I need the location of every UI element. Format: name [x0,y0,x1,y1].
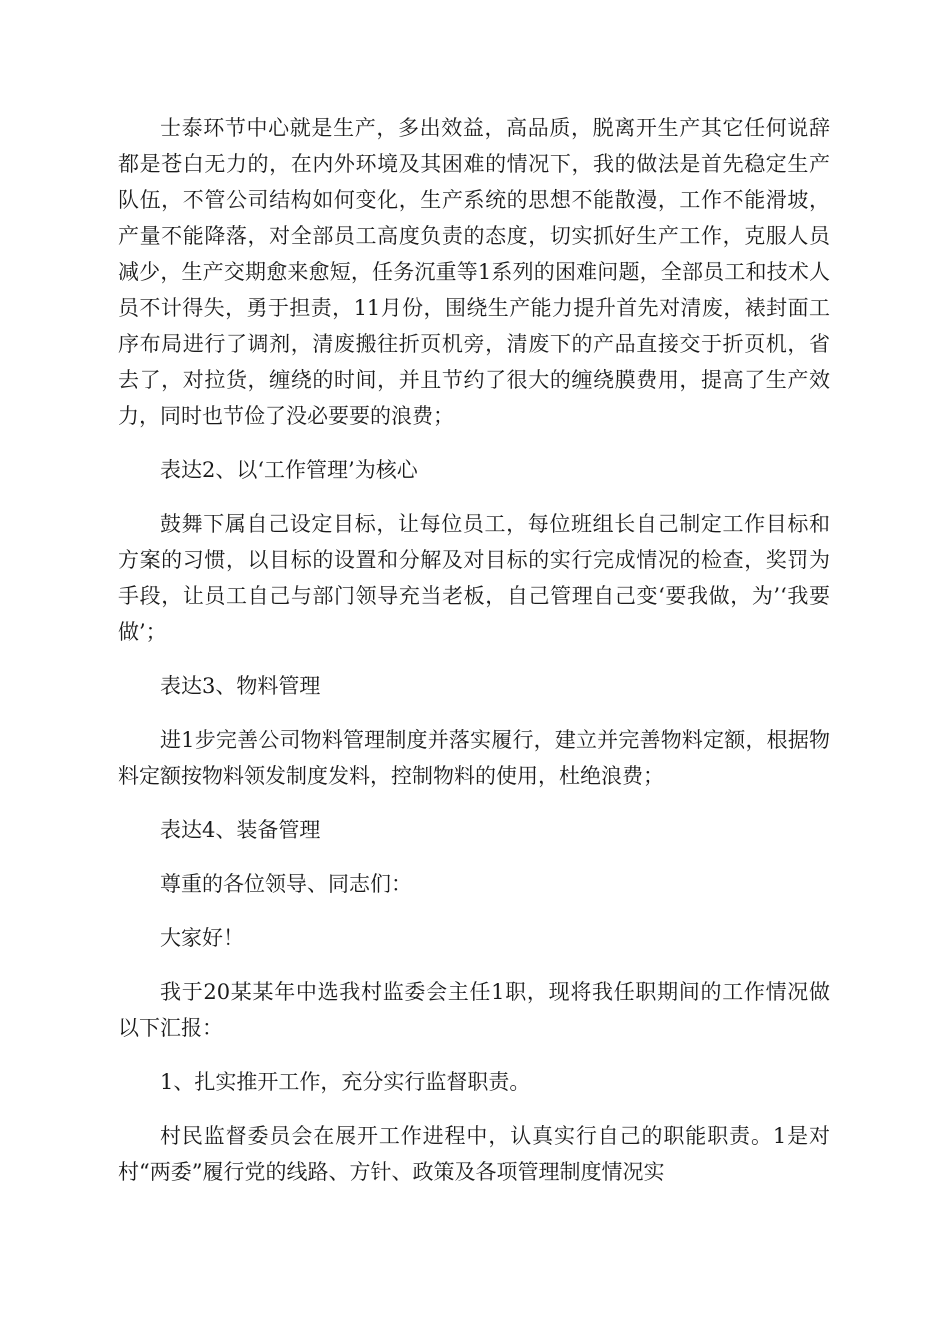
document-body [118,110,830,1208]
paragraph-goals: 鼓舞下属自己设定目标，让每位员工，每位班组长自己制定工作目标和方案的习惯，以目标的设置和分解及对目标的实行完成情况的检查，奖罚为手段，让员工自己与部门领导充当老板，自己管理自己变‘要我做，为’‘我要做’； [118,512,830,644]
greeting-leaders: 尊重的各位领导、同志们： [160,872,412,896]
paragraph-committee: 村民监督委员会在展开工作进程中，认真实行自己的职能职责。1是对村“两委”履行党的线路、方针、政策及各项管理制度情况实 [118,1124,830,1184]
heading-work-management: 表达2、以‘工作管理’为核心 [160,458,418,482]
paragraph-materials: 进1步完善公司物料管理制度并落实履行，建立并完善物料定额，根据物料定额按物料领发制度发料，控制物料的使用，杜绝浪费； [118,728,830,788]
paragraph-production: 士泰环节中心就是生产，多出效益，高品质，脱离开生产其它任何说辞都是苍白无力的，在内外环境及其困难的情况下，我的做法是首先稳定生产队伍，不管公司结构如何变化，生产系统的思想不能散漫，工作不能滑坡，产量不能降落，对全部员工高度负责的态度，切实抓好生产工作，克服人员减少，生产交期愈来愈短，任务沉重等1系列的困难问题，全部员工和技术人员不计得失，勇于担责，11月份，围绕生产能力提升首先对清废，裱封面工序布局进行了调剂，清废搬往折页机旁，清废下的产品直接交于折页机，省去了，对拉货，缠绕的时间，并且节约了很大的缠绕膜费用，提高了生产效力，同时也节俭了没必要要的浪费； [118,116,830,428]
heading-material-management: 表达3、物料管理 [160,674,321,698]
heading-supervision: 1、扎实推开工作，充分实行监督职责。 [160,1070,531,1094]
heading-equipment-management: 表达4、装备管理 [160,818,321,842]
greeting-everyone: 大家好！ [160,926,244,950]
paragraph-report-intro: 我于20某某年中选我村监委会主任1职，现将我任职期间的工作情况做以下汇报： [118,980,830,1040]
